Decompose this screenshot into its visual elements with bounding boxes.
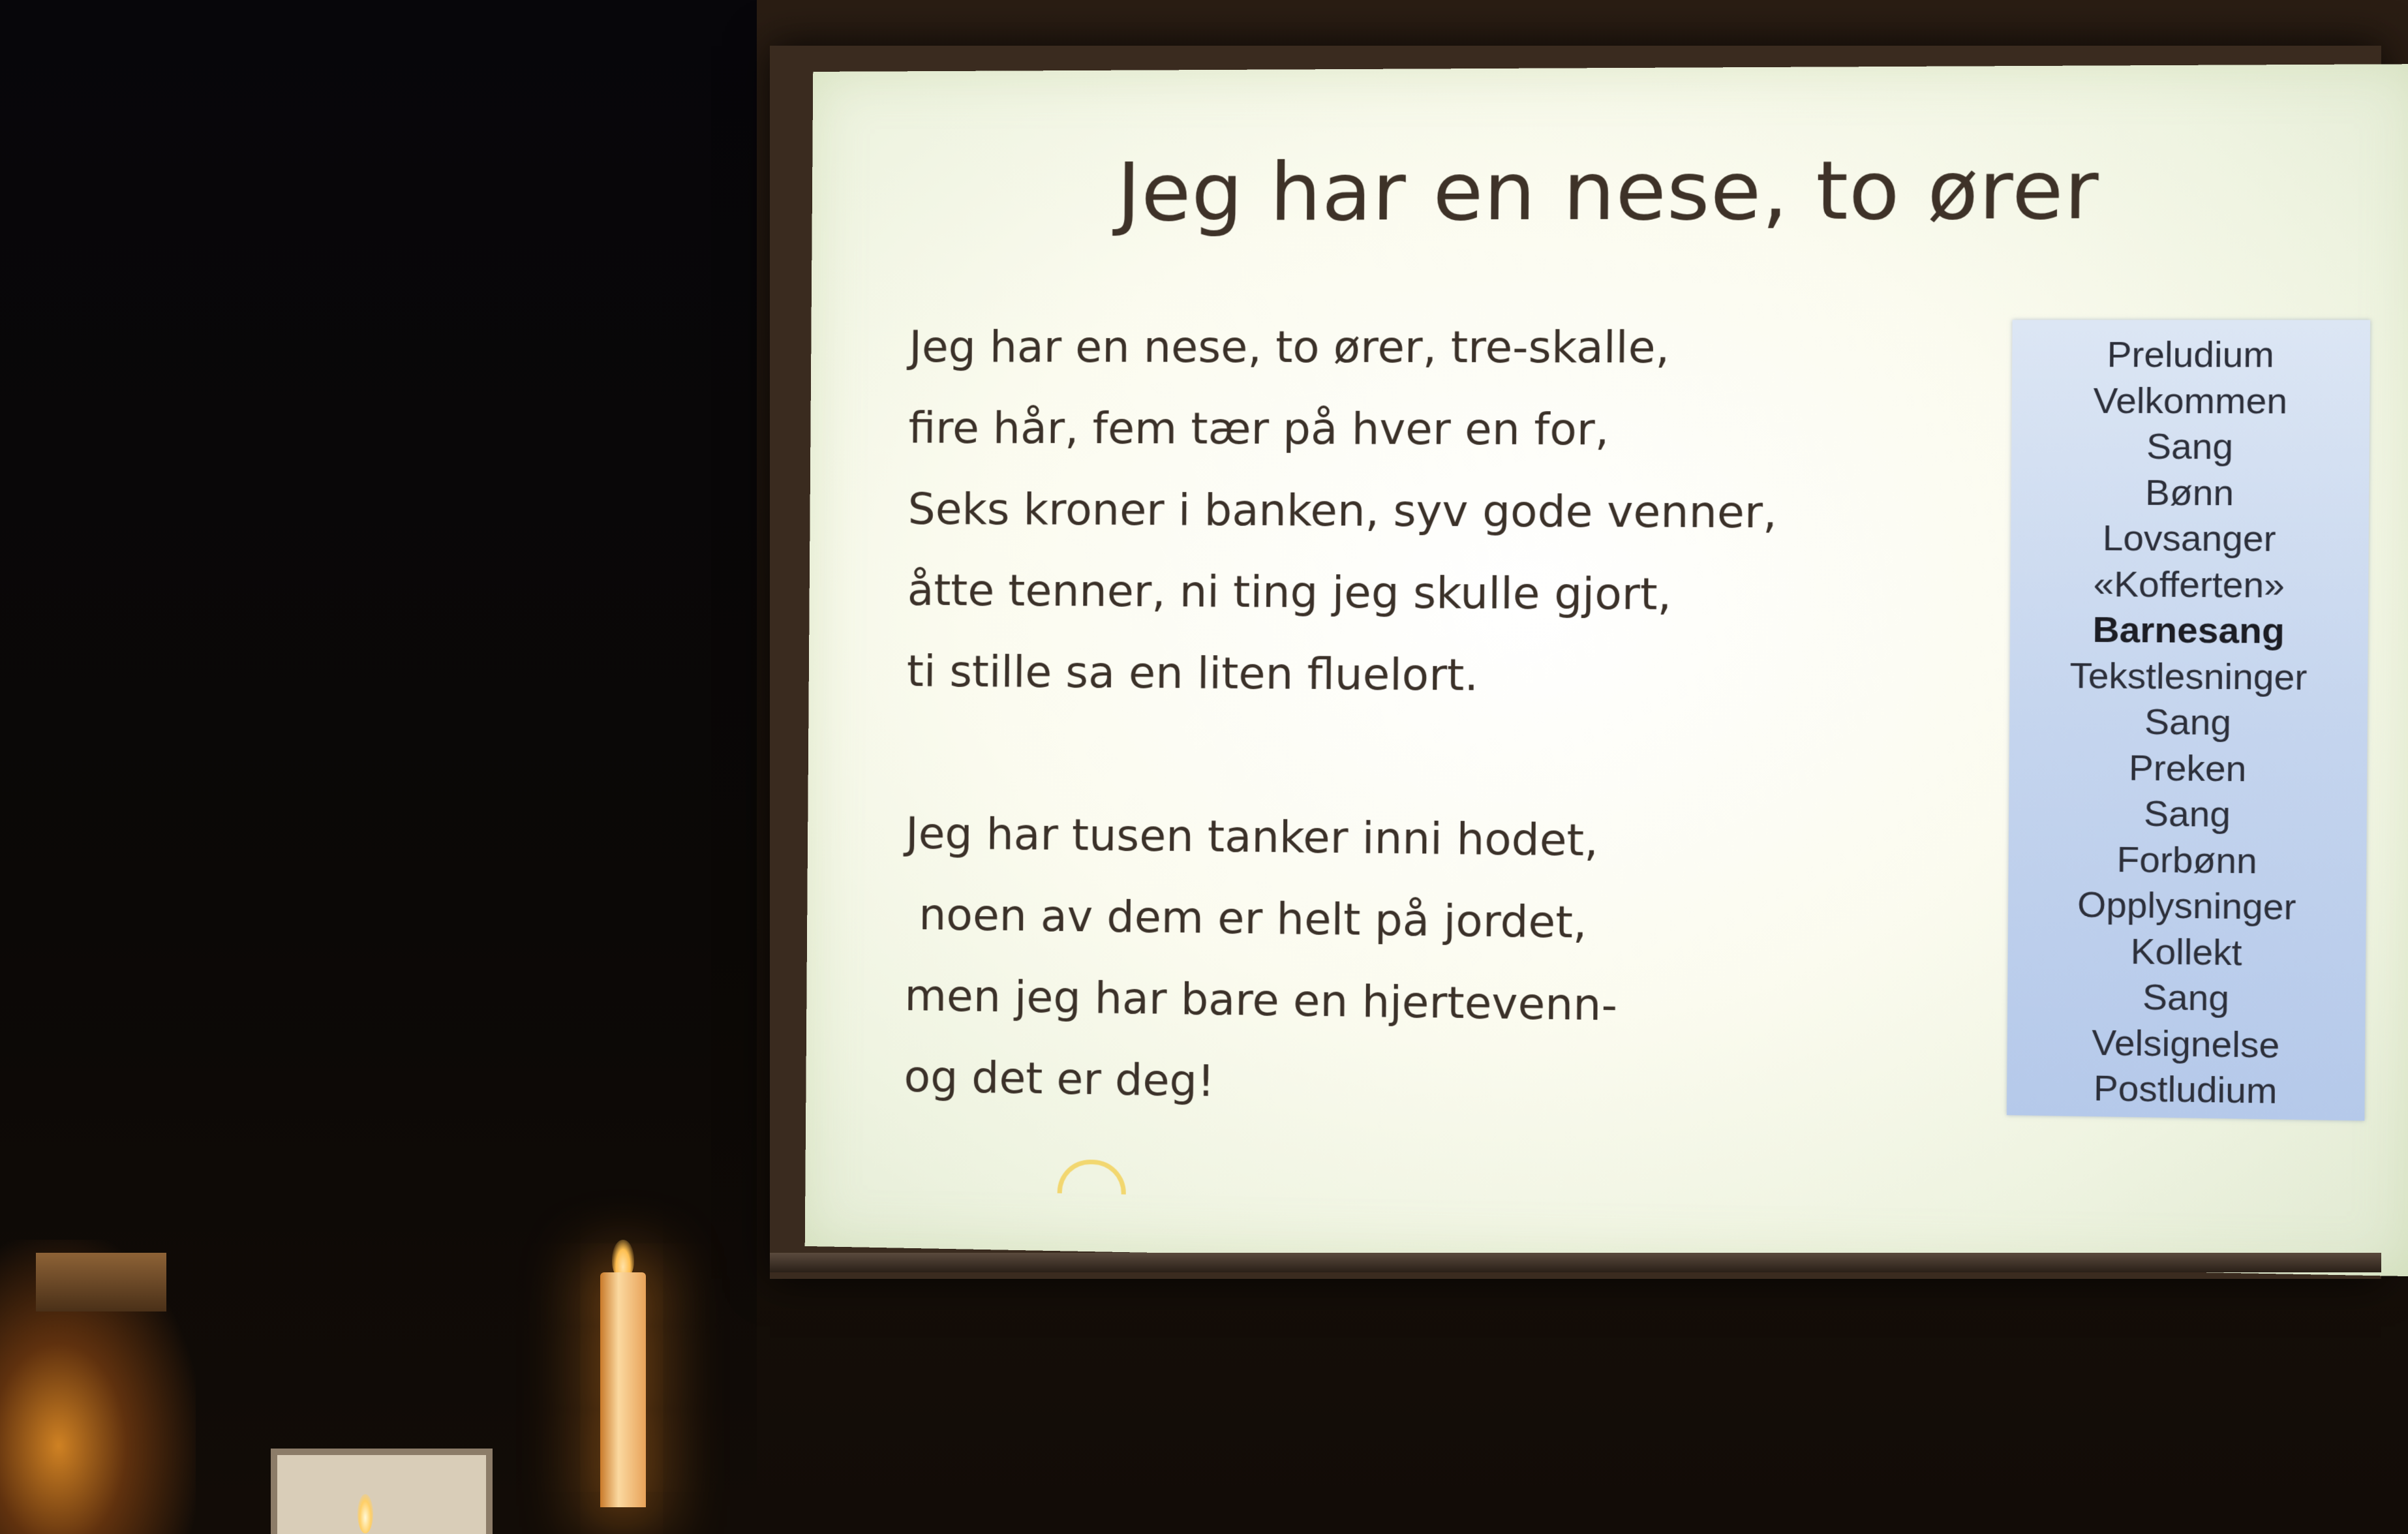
song-lyrics xyxy=(904,307,1910,1133)
lyric-line: fire hår, fem tær på hver en for, xyxy=(908,403,1609,455)
program-item: Bønn xyxy=(2144,472,2234,514)
program-item: Preludium xyxy=(2107,334,2275,375)
sun-arc-icon xyxy=(1058,1159,1126,1194)
program-item: Tekstlesninger xyxy=(2069,655,2308,698)
lyric-line: men jeg har bare en hjertevenn- xyxy=(904,970,1618,1031)
stanza-gap xyxy=(906,712,1908,803)
program-item: Sang xyxy=(2143,793,2231,835)
lyric-line: og det er deg! xyxy=(904,1051,1215,1107)
program-item: Velsignelse xyxy=(2091,1022,2280,1066)
program-item: Opplysninger xyxy=(2077,884,2296,928)
program-item: Sang xyxy=(2142,977,2230,1019)
slide-title: Jeg har en nese, to ører xyxy=(1116,142,2100,239)
lyric-line: åtte tenner, ni ting jeg skulle gjort, xyxy=(907,564,1672,621)
lyric-line: ti stille sa en liten fluelort. xyxy=(906,646,1479,701)
lit-wall-panel xyxy=(36,1253,166,1312)
projected-slide xyxy=(805,64,2408,1276)
program-item: Forbønn xyxy=(2116,839,2257,882)
lyric-line: Jeg har tusen tanker inni hodet, xyxy=(905,808,1599,867)
program-item: Sang xyxy=(2144,701,2232,743)
lyric-line: Jeg har en nese, to ører, tre-skalle, xyxy=(909,322,1670,373)
program-item: Velkommen xyxy=(2093,380,2288,422)
program-item: Postludium xyxy=(2093,1068,2278,1112)
altar-candle xyxy=(600,1272,646,1507)
program-item: Lovsanger xyxy=(2102,518,2276,559)
screen-bottom-bar xyxy=(770,1253,2381,1272)
program-item: «Kofferten» xyxy=(2093,564,2285,606)
small-candle-flame-icon xyxy=(358,1494,373,1533)
program-item: Kollekt xyxy=(2130,931,2242,973)
service-program-box xyxy=(2007,320,2370,1120)
program-item: Sang xyxy=(2146,426,2234,467)
framed-picture xyxy=(271,1449,493,1534)
lyric-line: noen av dem er helt på jordet, xyxy=(905,889,1587,949)
program-item: Preken xyxy=(2128,747,2247,790)
lyric-line: Seks kroner i banken, syv gode venner, xyxy=(907,483,1778,538)
program-item-current: Barnesang xyxy=(2092,609,2285,652)
service-program-list xyxy=(2007,320,2370,1116)
